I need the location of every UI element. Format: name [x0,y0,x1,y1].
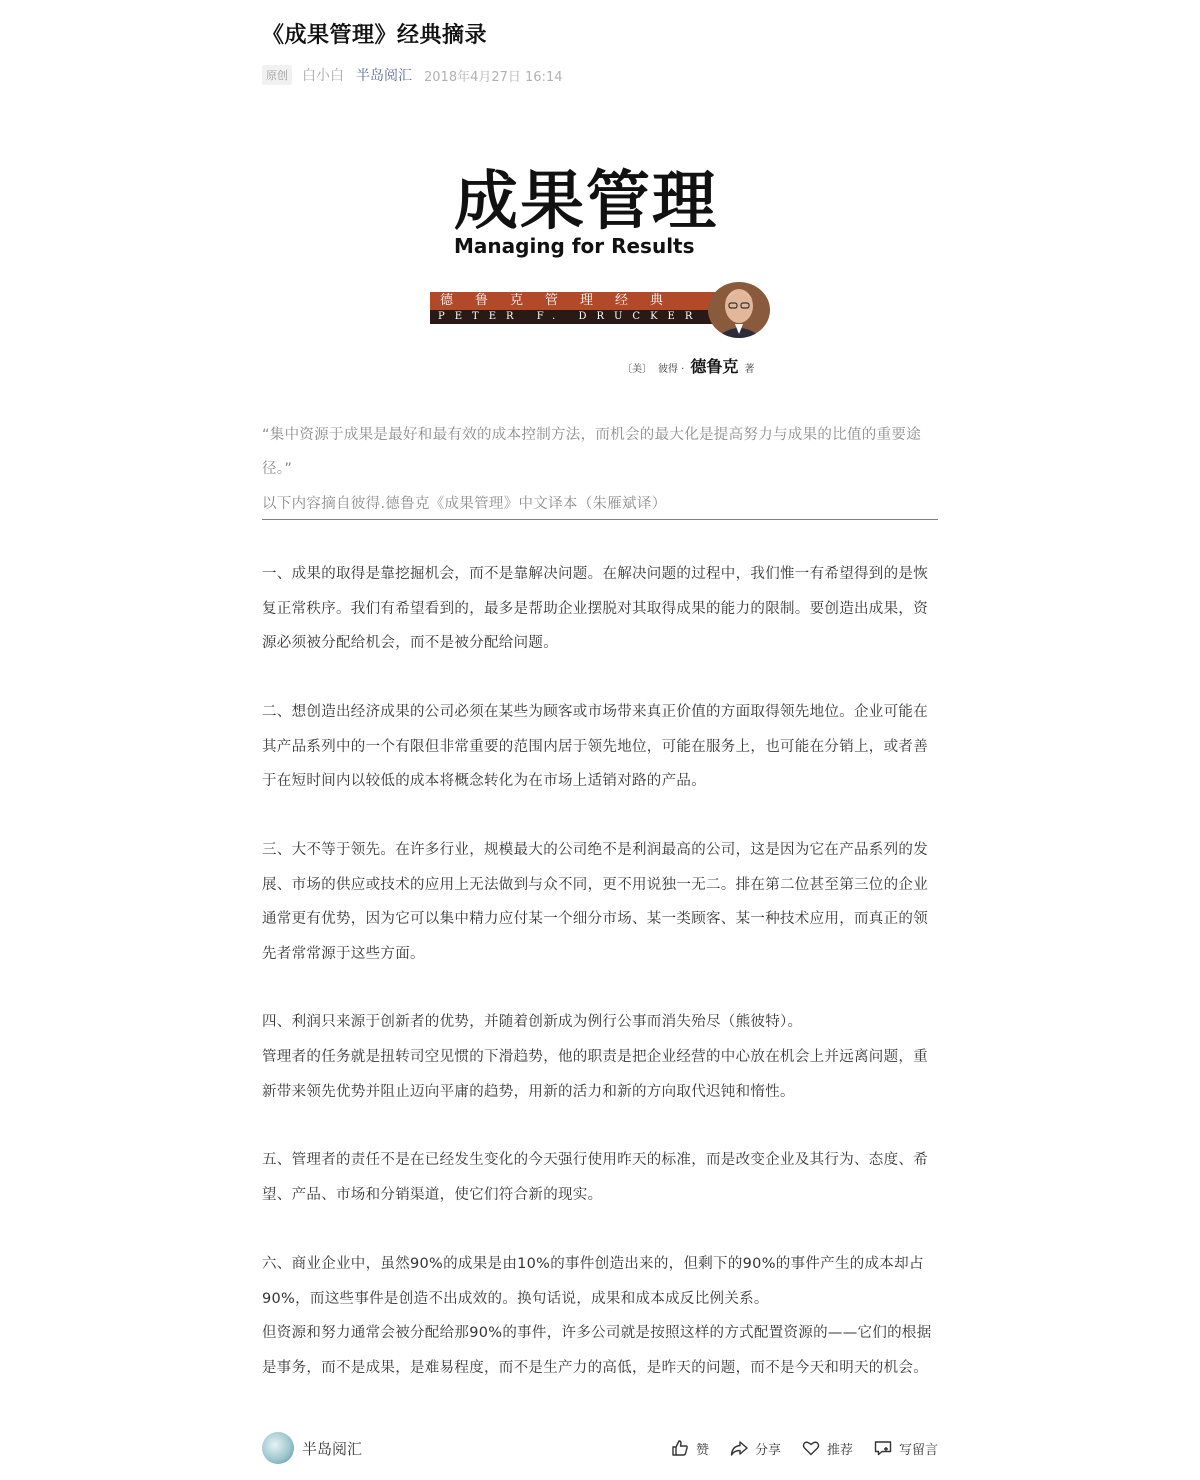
cover-subtitle: Managing for Results [454,234,695,258]
cover-byline-suffix: 著 [744,364,755,375]
like-button[interactable] [670,1438,709,1458]
cover-band-series: 德鲁克管理经典 [430,292,720,310]
account-link[interactable]: 半岛阅汇 [356,68,412,84]
heart-icon [801,1438,821,1458]
source-note: 以下内容摘自彼得.德鲁克《成果管理》中文译本（朱雁斌译） [262,496,667,512]
paragraph-4: 四、利润只来源于创新者的优势，并随着创新成为例行公事而消失殆尽（熊彼特）。 [262,1014,803,1030]
article-meta [262,64,563,86]
cover-byline-prefix: 彼得 · [658,364,685,375]
paragraph-4b: 管理者的任务就是扭转司空见惯的下滑趋势，他的职责是把企业经营的中心放在机会上并远离问题，重新带来领先优势并阻止迈向平庸的趋势，用新的活力和新的方向取代迟钝和惰性。 [262,1049,928,1100]
cover-band [430,292,720,326]
comment-button[interactable] [873,1438,938,1458]
article-title: 《成果管理》经典摘录 [262,23,488,48]
cover-byline [622,354,754,377]
paragraph-6: 六、商业企业中，虽然90%的成果是由10%的事件创造出来的，但剩下的90%的事件产生的成本却占90%，而这些事件是创造不出成效的。换句话说，成果和成本成反比例关系。 [262,1256,924,1307]
comment-icon [873,1438,893,1458]
like-label: 赞 [695,1442,709,1458]
cover-title: 成果管理 [454,164,718,239]
cover-band-author: PETER F. DRUCKER [430,310,720,324]
footer-bar [262,1430,938,1466]
footer-account-name[interactable]: 半岛阅汇 [302,1439,363,1458]
paragraph-3: 三、大不等于领先。在许多行业，规模最大的公司绝不是利润最高的公司，这是因为它在产品系列的发展、市场的供应或技术的应用上无法做到与众不同，更不用说独一无二。排在第二位甚至第三位的企业通常更有优势，因为它可以集中精力应付某一个细分市场、某一类顾客、某一种技术应用，而真正的领先者常常源于这些方面。 [262,842,928,962]
paragraph-5: 五、管理者的责任不是在已经发生变化的今天强行使用昨天的标准，而是改变企业及其行为、态度、希望、产品、市场和分销渠道，使它们符合新的现实。 [262,1152,928,1203]
comment-label: 写留言 [898,1442,938,1458]
share-icon [729,1438,749,1458]
publish-time: 2018年4月27日 16:14 [424,69,563,85]
recommend-button[interactable] [801,1438,853,1458]
account-avatar[interactable] [262,1432,294,1464]
paragraph-1: 一、成果的取得是靠挖掘机会，而不是靠解决问题。在解决问题的过程中，我们惟一有希望得到的是恢复正常秩序。我们有希望看到的，最多是帮助企业摆脱对其取得成果的能力的限制。要创造出成果，资源必须被分配给机会，而不是被分配给问题。 [262,566,928,651]
recommend-label: 推荐 [826,1442,853,1458]
author-name: 白小白 [302,68,344,84]
paragraph-6b: 但资源和努力通常会被分配给那90%的事件，许多公司就是按照这样的方式配置资源的——它们的根据是事务，而不是成果，是难易程度，而不是生产力的高低，是昨天的问题，而不是今天和明天的机会。 [262,1325,932,1376]
original-badge: 原创 [262,65,292,85]
intro-quote: “集中资源于成果是最好和最有效的成本控制方法，而机会的最大化是提高努力与成果的比值的重要途径。” [262,427,922,477]
author-portrait [708,282,770,338]
share-label: 分享 [754,1442,781,1458]
footer-actions [670,1438,938,1458]
cover-byline-name: 德鲁克 [690,357,739,376]
share-button[interactable] [729,1438,781,1458]
book-cover-image [430,130,770,390]
paragraph-2: 二、想创造出经济成果的公司必须在某些为顾客或市场带来真正价值的方面取得领先地位。企业可能在其产品系列中的一个有限但非常重要的范围内居于领先地位，可能在服务上，也可能在分销上，或者善于在短时间内以较低的成本将概念转化为在市场上适销对路的产品。 [262,704,928,789]
section-divider [262,519,938,520]
cover-byline-country: 〔美〕 [622,364,652,375]
thumbs-up-icon [670,1438,690,1458]
